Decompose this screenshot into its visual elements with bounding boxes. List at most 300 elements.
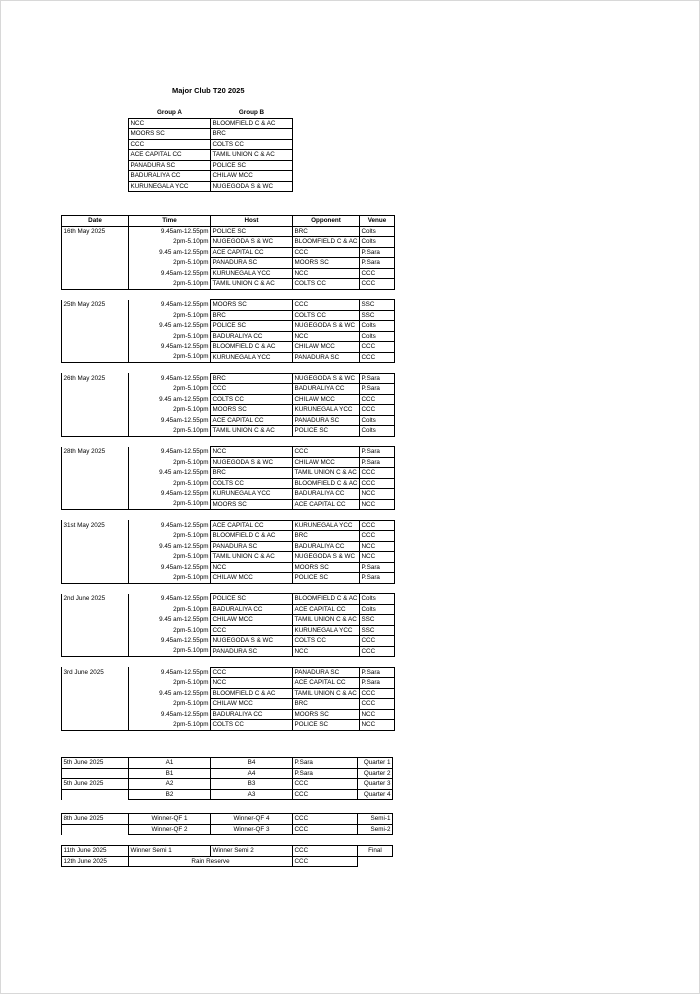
empty-date-cell <box>62 489 129 500</box>
spacer-cell <box>359 510 394 521</box>
match-row <box>62 636 395 647</box>
match-time: 9.45am-12.55pm <box>129 447 211 458</box>
group-row <box>129 171 293 182</box>
spacer-cell <box>211 583 293 594</box>
match-host: POLICE SC <box>211 226 293 237</box>
match-venue: CCC <box>359 478 394 489</box>
spacer-cell <box>359 363 394 374</box>
group-row <box>129 129 293 140</box>
match-opponent: COLTS CC <box>293 310 360 321</box>
spacer-cell <box>359 583 394 594</box>
match-venue: SSC <box>359 615 394 626</box>
spacer-cell <box>129 583 211 594</box>
match-venue: Colts <box>359 594 394 605</box>
time-header: Time <box>129 216 211 227</box>
match-opponent: BLOOMFIELD C & AC <box>294 479 358 487</box>
match-host: BLOOMFIELD C & AC <box>211 342 293 353</box>
match-venue: Colts <box>359 426 394 437</box>
page-title: Major Club T20 2025 <box>172 86 245 95</box>
match-host: ACE CAPITAL CC <box>211 520 293 531</box>
match-host: KURUNEGALA YCC <box>211 489 293 500</box>
knockout-team2: B3 <box>211 779 293 790</box>
spacer-cell <box>211 510 293 521</box>
match-host: TAMIL UNION C & AC <box>211 426 293 437</box>
match-time: 9.45am-12.55pm <box>129 300 211 311</box>
match-venue: CCC <box>359 352 394 363</box>
match-time: 2pm-5.10pm <box>129 478 211 489</box>
knockout-team1: Winner-QF 1 <box>129 814 211 825</box>
match-opponent: NCC <box>293 268 360 279</box>
date-header: Date <box>62 216 129 227</box>
match-venue: CCC <box>359 531 394 542</box>
match-host: KURUNEGALA YCC <box>211 352 293 363</box>
match-opponent: POLICE SC <box>293 426 360 437</box>
group-a-team: MOORS SC <box>129 129 211 140</box>
group-b-header: Group B <box>211 108 293 118</box>
match-time: 9.45am-12.55pm <box>129 709 211 720</box>
knockout-date: 5th June 2025 <box>62 779 129 790</box>
match-row <box>62 457 395 468</box>
match-time: 9.45 am-12.55pm <box>129 468 211 479</box>
final-row <box>62 846 393 857</box>
knockout-date: 8th June 2025 <box>62 814 129 825</box>
groups-table <box>128 108 293 192</box>
spacer-cell <box>211 363 293 374</box>
group-a-team: ACE CAPITAL CC <box>129 150 211 161</box>
match-venue: NCC <box>359 499 394 510</box>
match-venue: NCC <box>359 709 394 720</box>
spacer-cell <box>62 436 129 447</box>
final-date: 11th June 2025 <box>62 846 129 857</box>
knockout-date: 5th June 2025 <box>62 758 129 769</box>
match-opponent: TAMIL UNION C & AC <box>293 615 360 626</box>
match-date: 25th May 2025 <box>62 300 129 311</box>
match-venue: NCC <box>359 720 394 731</box>
match-time: 9.45am-12.55pm <box>129 636 211 647</box>
match-row <box>62 447 395 458</box>
reserve-row <box>62 856 393 867</box>
empty-date-cell <box>62 625 129 636</box>
match-time: 9.45am-12.55pm <box>129 342 211 353</box>
match-opponent: MOORS SC <box>293 258 360 269</box>
match-time: 9.45 am-12.55pm <box>129 541 211 552</box>
empty-date-cell <box>62 636 129 647</box>
group-b-team: BLOOMFIELD C & AC <box>211 118 293 129</box>
match-row <box>62 720 395 731</box>
match-time: 9.45 am-12.55pm <box>129 321 211 332</box>
empty-date-cell <box>62 279 129 290</box>
empty-date-cell <box>62 562 129 573</box>
group-a-team: PANADURA SC <box>129 160 211 171</box>
match-venue: NCC <box>359 541 394 552</box>
match-time: 2pm-5.10pm <box>129 678 211 689</box>
match-time: 2pm-5.10pm <box>129 237 211 248</box>
match-venue: Colts <box>359 415 394 426</box>
empty-date-cell <box>62 768 129 779</box>
day-spacer <box>62 363 395 374</box>
match-host: PANADURA SC <box>211 258 293 269</box>
match-time: 2pm-5.10pm <box>129 279 211 290</box>
knockout-team1: A1 <box>129 758 211 769</box>
match-opponent: BADURALIYA CC <box>293 384 360 395</box>
venue-header: Venue <box>359 216 394 227</box>
match-row <box>62 709 395 720</box>
spacer-cell <box>129 289 211 300</box>
empty-date-cell <box>62 709 129 720</box>
empty-date-cell <box>62 478 129 489</box>
match-venue: P.Sara <box>359 667 394 678</box>
match-row <box>62 478 395 489</box>
match-row <box>62 541 395 552</box>
knockout-team2: Winner-QF 3 <box>211 824 293 835</box>
match-time: 2pm-5.10pm <box>129 331 211 342</box>
knockout-team2: B4 <box>211 758 293 769</box>
day-spacer <box>62 583 395 594</box>
match-host: TAMIL UNION C & AC <box>211 279 293 290</box>
match-row <box>62 279 395 290</box>
match-venue: P.Sara <box>359 678 394 689</box>
empty-date-cell <box>62 405 129 416</box>
empty-date-cell <box>62 468 129 479</box>
match-host: CHILAW MCC <box>211 615 293 626</box>
match-venue: CCC <box>359 342 394 353</box>
knockout-team1: B1 <box>129 768 211 779</box>
match-time: 9.45am-12.55pm <box>129 520 211 531</box>
group-a-header: Group A <box>129 108 211 118</box>
group-row <box>129 160 293 171</box>
match-row <box>62 300 395 311</box>
match-opponent: POLICE SC <box>293 573 360 584</box>
match-host: CCC <box>211 667 293 678</box>
match-row <box>62 321 395 332</box>
match-host: COLTS CC <box>211 720 293 731</box>
empty-date-cell <box>62 457 129 468</box>
match-time: 9.45 am-12.55pm <box>129 615 211 626</box>
match-time: 9.45am-12.55pm <box>129 226 211 237</box>
group-b-team: POLICE SC <box>211 160 293 171</box>
match-host: MOORS SC <box>211 300 293 311</box>
group-b-team: BRC <box>211 129 293 140</box>
match-host: CCC <box>211 384 293 395</box>
match-opponent: COLTS CC <box>293 636 360 647</box>
group-b-team: TAMIL UNION C & AC <box>211 150 293 161</box>
match-venue: NCC <box>359 489 394 500</box>
match-opponent: NUGEGODA S & WC <box>293 321 360 332</box>
spacer-cell <box>359 289 394 300</box>
match-row <box>62 699 395 710</box>
knockout-team1: B2 <box>129 789 211 800</box>
empty-date-cell <box>62 415 129 426</box>
group-b-team: COLTS CC <box>211 139 293 150</box>
spacer-cell <box>129 657 211 668</box>
match-opponent: NCC <box>293 646 360 657</box>
knockout-label: Quarter 1 <box>358 758 393 769</box>
match-time: 2pm-5.10pm <box>129 646 211 657</box>
match-time: 2pm-5.10pm <box>129 258 211 269</box>
match-venue: Colts <box>359 226 394 237</box>
match-row <box>62 667 395 678</box>
match-host: CCC <box>211 625 293 636</box>
empty-date-cell <box>62 394 129 405</box>
reserve-label: Rain Reserve <box>129 856 293 867</box>
match-time: 9.45 am-12.55pm <box>129 247 211 258</box>
match-opponent: BLOOMFIELD C & AC <box>294 238 358 245</box>
match-row <box>62 552 395 563</box>
knockout-team2: A3 <box>211 789 293 800</box>
match-host: PANADURA SC <box>211 541 293 552</box>
match-venue: P.Sara <box>359 562 394 573</box>
match-host: BADURALIYA CC <box>211 331 293 342</box>
match-host: NUGEGODA S & WC <box>211 237 293 248</box>
match-venue: CCC <box>359 394 394 405</box>
match-row <box>62 426 395 437</box>
match-time: 2pm-5.10pm <box>129 405 211 416</box>
empty-date-cell <box>62 426 129 437</box>
match-row <box>62 531 395 542</box>
match-opponent: ACE CAPITAL CC <box>293 604 360 615</box>
match-opponent: COLTS CC <box>293 279 360 290</box>
match-row <box>62 394 395 405</box>
empty-date-cell <box>62 646 129 657</box>
empty-date-cell <box>62 331 129 342</box>
match-time: 9.45am-12.55pm <box>129 373 211 384</box>
group-row <box>129 139 293 150</box>
match-opponent: PANADURA SC <box>293 415 360 426</box>
match-time: 2pm-5.10pm <box>129 352 211 363</box>
empty-date-cell <box>62 499 129 510</box>
match-host: NCC <box>211 678 293 689</box>
match-time: 2pm-5.10pm <box>129 457 211 468</box>
match-opponent: CCC <box>293 447 360 458</box>
empty-date-cell <box>62 789 129 800</box>
match-opponent: CCC <box>293 247 360 258</box>
spacer-cell <box>62 583 129 594</box>
empty-date-cell <box>62 720 129 731</box>
group-row <box>129 150 293 161</box>
match-time: 9.45am-12.55pm <box>129 415 211 426</box>
match-row <box>62 331 395 342</box>
match-venue: SSC <box>359 300 394 311</box>
match-date: 16th May 2025 <box>62 226 129 237</box>
match-date: 26th May 2025 <box>62 373 129 384</box>
match-row <box>62 678 395 689</box>
knockout-venue: CCC <box>293 824 358 835</box>
match-opponent: TAMIL UNION C & AC <box>293 688 360 699</box>
match-venue: P.Sara <box>359 258 394 269</box>
match-host: CHILAW MCC <box>211 699 293 710</box>
group-a-team: KURUNEGALA YCC <box>129 181 211 192</box>
match-date: 31st May 2025 <box>62 520 129 531</box>
match-time: 9.45 am-12.55pm <box>129 688 211 699</box>
match-host: BRC <box>211 373 293 384</box>
empty-date-cell <box>62 688 129 699</box>
match-time: 2pm-5.10pm <box>129 426 211 437</box>
match-opponent: CHILAW MCC <box>293 342 360 353</box>
spacer-cell <box>293 657 360 668</box>
day-spacer <box>62 289 395 300</box>
quarter-finals-table <box>61 757 393 800</box>
spacer-cell <box>62 289 129 300</box>
final-label: Final <box>358 846 393 857</box>
match-row <box>62 573 395 584</box>
empty-date-cell <box>62 352 129 363</box>
match-row <box>62 405 395 416</box>
match-row <box>62 520 395 531</box>
quarter-final-row <box>62 768 393 779</box>
empty-date-cell <box>62 531 129 542</box>
empty-date-cell <box>62 678 129 689</box>
match-host: BRC <box>211 468 293 479</box>
match-venue: CCC <box>359 688 394 699</box>
day-spacer <box>62 657 395 668</box>
match-row <box>62 247 395 258</box>
spacer-cell <box>129 436 211 447</box>
match-opponent: CHILAW MCC <box>293 394 360 405</box>
knockout-label: Quarter 4 <box>358 789 393 800</box>
empty-date-cell <box>62 321 129 332</box>
knockout-label: Semi-2 <box>358 824 393 835</box>
group-row <box>129 181 293 192</box>
match-host: PANADURA SC <box>211 646 293 657</box>
match-opponent: NUGEGODA S & WC <box>293 373 360 384</box>
match-time: 2pm-5.10pm <box>129 531 211 542</box>
match-host: CHILAW MCC <box>211 573 293 584</box>
match-time: 2pm-5.10pm <box>129 573 211 584</box>
quarter-final-row <box>62 789 393 800</box>
spacer-cell <box>293 289 360 300</box>
match-venue: NCC <box>359 552 394 563</box>
match-opponent: BADURALIYA CC <box>293 541 360 552</box>
match-opponent: PANADURA SC <box>293 667 360 678</box>
match-time: 2pm-5.10pm <box>129 604 211 615</box>
knockout-team2: A4 <box>211 768 293 779</box>
group-b-team: CHILAW MCC <box>211 171 293 182</box>
match-time: 2pm-5.10pm <box>129 552 211 563</box>
match-row <box>62 415 395 426</box>
final-team1: Winner Semi 1 <box>129 846 211 857</box>
match-row <box>62 268 395 279</box>
match-opponent: BRC <box>293 226 360 237</box>
match-opponent: MOORS SC <box>293 562 360 573</box>
match-date: 3rd June 2025 <box>62 667 129 678</box>
spacer-cell <box>293 510 360 521</box>
match-host: COLTS CC <box>211 394 293 405</box>
day-spacer <box>62 436 395 447</box>
match-opponent: ACE CAPITAL CC <box>293 678 360 689</box>
match-host: NUGEGODA S & WC <box>211 636 293 647</box>
group-a-team: NCC <box>129 118 211 129</box>
match-row <box>62 489 395 500</box>
match-host: BLOOMFIELD C & AC <box>211 688 293 699</box>
empty-date-cell <box>62 541 129 552</box>
match-opponent: NCC <box>293 331 360 342</box>
spacer-cell <box>211 436 293 447</box>
semi-finals-table <box>61 813 393 835</box>
match-venue: P.Sara <box>359 573 394 584</box>
match-date: 2nd June 2025 <box>62 594 129 605</box>
match-venue: P.Sara <box>359 373 394 384</box>
match-row <box>62 646 395 657</box>
group-b-team: NUGEGODA S & WC <box>211 181 293 192</box>
match-host: BLOOMFIELD C & AC <box>211 531 293 542</box>
match-row <box>62 604 395 615</box>
spacer-cell <box>293 583 360 594</box>
match-time: 2pm-5.10pm <box>129 384 211 395</box>
match-host: TAMIL UNION C & AC <box>211 552 293 563</box>
spacer-cell <box>62 510 129 521</box>
match-time: 2pm-5.10pm <box>129 720 211 731</box>
empty-date-cell <box>62 573 129 584</box>
match-time: 2pm-5.10pm <box>129 499 211 510</box>
match-time: 9.45am-12.55pm <box>129 667 211 678</box>
match-opponent: PANADURA SC <box>293 352 360 363</box>
semi-final-row <box>62 824 393 835</box>
match-row <box>62 499 395 510</box>
spacer-cell <box>62 363 129 374</box>
match-row <box>62 237 395 248</box>
empty-date-cell <box>62 237 129 248</box>
final-venue: CCC <box>293 846 358 857</box>
match-time: 9.45am-12.55pm <box>129 594 211 605</box>
match-host: ACE CAPITAL CC <box>211 247 293 258</box>
quarter-final-row <box>62 758 393 769</box>
reserve-date: 12th June 2025 <box>62 856 129 867</box>
spacer-cell <box>359 657 394 668</box>
match-opponent: TAMIL UNION C & AC <box>293 468 360 479</box>
match-venue: SSC <box>359 310 394 321</box>
match-opponent: CHILAW MCC <box>293 457 360 468</box>
match-venue: Colts <box>359 331 394 342</box>
match-opponent: ACE CAPITAL CC <box>293 499 360 510</box>
match-host: NCC <box>211 562 293 573</box>
final-table <box>61 845 393 867</box>
match-time: 9.45am-12.55pm <box>129 489 211 500</box>
match-row <box>62 625 395 636</box>
match-date: 28th May 2025 <box>62 447 129 458</box>
quarter-final-row <box>62 779 393 790</box>
match-opponent: KURUNEGALA YCC <box>293 520 360 531</box>
reserve-empty-cell <box>358 856 393 867</box>
knockout-venue: CCC <box>293 814 358 825</box>
match-venue: SSC <box>359 625 394 636</box>
match-opponent: BRC <box>293 699 360 710</box>
match-host: MOORS SC <box>211 499 293 510</box>
match-row <box>62 342 395 353</box>
match-venue: CCC <box>359 646 394 657</box>
match-opponent: MOORS SC <box>293 709 360 720</box>
match-venue: Colts <box>359 237 394 248</box>
match-host: KURUNEGALA YCC <box>211 268 293 279</box>
match-host: COLTS CC <box>211 478 293 489</box>
match-time: 9.45am-12.55pm <box>129 562 211 573</box>
empty-date-cell <box>62 342 129 353</box>
match-opponent: KURUNEGALA YCC <box>293 625 360 636</box>
knockout-venue: P.Sara <box>293 768 358 779</box>
match-row <box>62 615 395 626</box>
match-host: BADURALIYA CC <box>211 709 293 720</box>
match-row <box>62 373 395 384</box>
empty-date-cell <box>62 699 129 710</box>
group-a-team: BADURALIYA CC <box>129 171 211 182</box>
match-venue: CCC <box>359 520 394 531</box>
empty-date-cell <box>62 604 129 615</box>
match-venue: P.Sara <box>359 447 394 458</box>
spacer-cell <box>293 363 360 374</box>
match-opponent: KURUNEGALA YCC <box>293 405 360 416</box>
knockout-team1: A2 <box>129 779 211 790</box>
match-host: POLICE SC <box>211 594 293 605</box>
empty-date-cell <box>62 384 129 395</box>
